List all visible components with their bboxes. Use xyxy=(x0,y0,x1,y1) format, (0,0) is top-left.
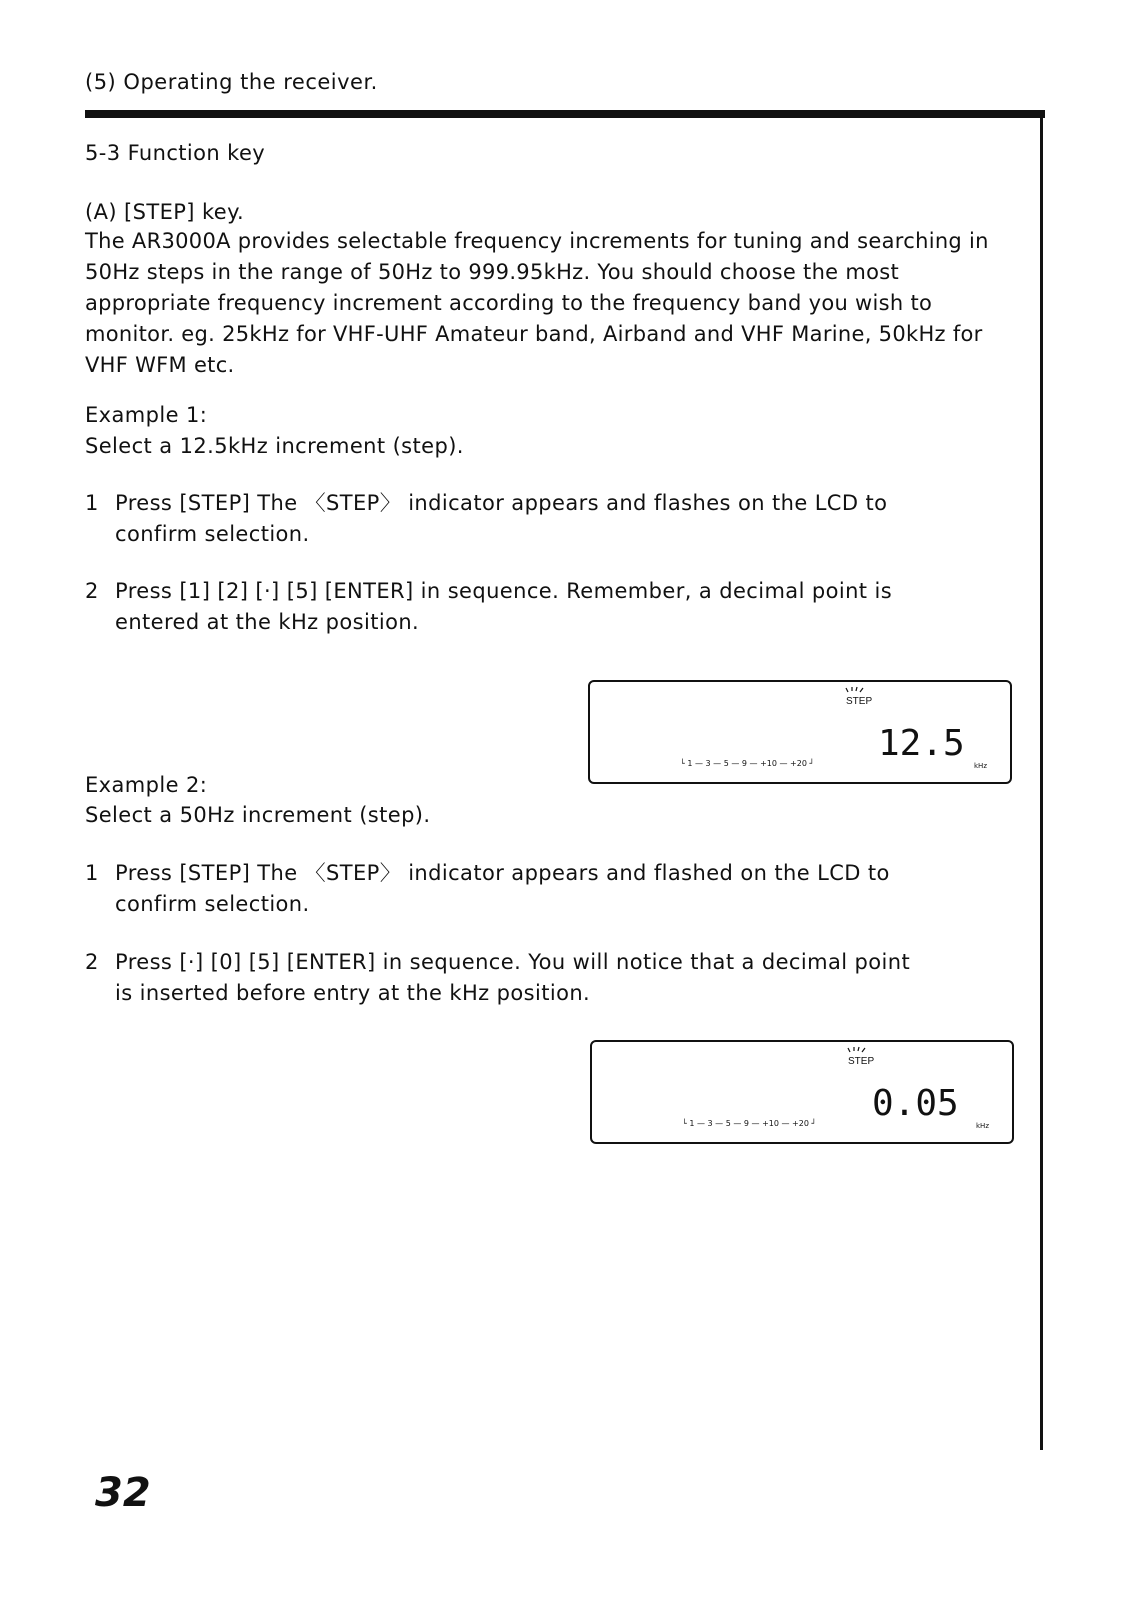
example1-step-1 xyxy=(85,488,925,550)
step-indicator-flash-icon xyxy=(848,1047,865,1052)
step-text: Press [1] [2] [·] [5] [ENTER] in sequence. Remember, a decimal point is entered at the kHz position. xyxy=(115,579,893,634)
step-number: 1 xyxy=(85,861,99,885)
step-number: 2 xyxy=(85,950,99,974)
top-rule xyxy=(85,110,1045,118)
lcd-signal-scale: └ 1 — 3 — 5 — 9 — +10 — +20 ┘ xyxy=(680,759,815,768)
lcd-display-example2 xyxy=(590,1040,1014,1144)
section-header: (5) Operating the receiver. xyxy=(85,70,378,94)
lcd-display-example1 xyxy=(588,680,1012,784)
right-rule xyxy=(1040,110,1043,1450)
step-text: Press [STEP] The 〈STEP〉 indicator appears and flashed on the LCD to confirm selection. xyxy=(115,861,890,916)
intro-paragraph: The AR3000A provides selectable frequency increments for tuning and searching in 50Hz steps in the range of 50Hz to 999.95kHz. You should choose the most appropriate frequency increment according to the frequency band you wish to monitor. eg. 25kHz for VHF-UHF Amateur band, Airband and VHF Marine, 50kHz for VHF WFM etc. xyxy=(85,229,989,377)
key-heading: (A) [STEP] key. xyxy=(85,200,245,224)
lcd-step-indicator: STEP xyxy=(848,1056,875,1067)
subsection-title: 5-3 Function key xyxy=(85,141,266,165)
step-number: 2 xyxy=(85,579,99,603)
lcd-frequency-value: 0.05 xyxy=(872,1083,959,1124)
example1-heading: Example 1: xyxy=(85,403,208,427)
example1-step-2 xyxy=(85,576,925,638)
page-number: 32 xyxy=(95,1470,151,1516)
example2-step-1 xyxy=(85,858,925,920)
example2-description: Select a 50Hz increment (step). xyxy=(85,803,431,827)
step-indicator-flash-icon xyxy=(846,687,863,692)
lcd-unit: kHz xyxy=(974,762,987,770)
lcd-step-indicator: STEP xyxy=(846,696,873,707)
lcd-frequency-value: 12.5 xyxy=(878,723,965,764)
lcd-unit: kHz xyxy=(976,1122,989,1130)
lcd-signal-scale: └ 1 — 3 — 5 — 9 — +10 — +20 ┘ xyxy=(682,1119,817,1128)
example2-step-2 xyxy=(85,947,925,1009)
step-text: Press [·] [0] [5] [ENTER] in sequence. You will notice that a decimal point is inserted before entry at the kHz position. xyxy=(115,950,911,1005)
example2-heading: Example 2: xyxy=(85,773,208,797)
example1-description: Select a 12.5kHz increment (step). xyxy=(85,434,464,458)
step-text: Press [STEP] The 〈STEP〉 indicator appears and flashes on the LCD to confirm selection. xyxy=(115,491,888,546)
step-number: 1 xyxy=(85,491,99,515)
